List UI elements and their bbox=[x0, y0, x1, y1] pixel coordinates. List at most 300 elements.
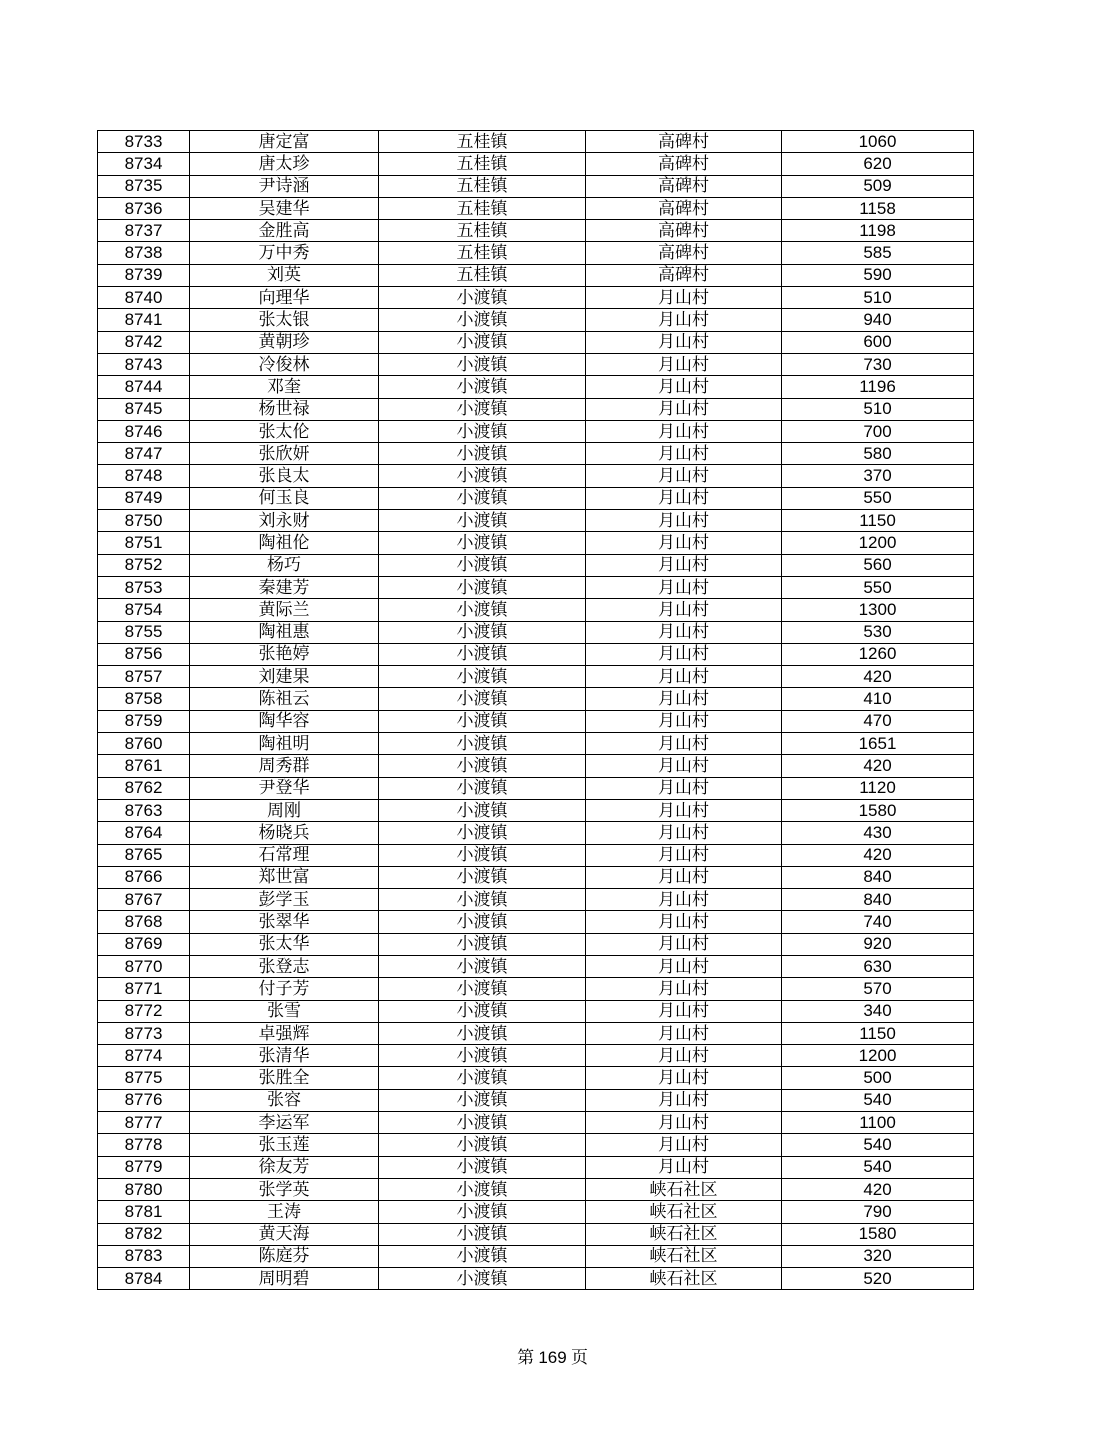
name-cell: 张太伦 bbox=[190, 420, 379, 442]
row-id-cell: 8739 bbox=[98, 264, 190, 286]
table-row bbox=[98, 1223, 974, 1245]
table-row bbox=[98, 376, 974, 398]
name-cell: 唐定富 bbox=[190, 131, 379, 153]
town-cell: 小渡镇 bbox=[379, 1089, 586, 1111]
town-cell: 小渡镇 bbox=[379, 1268, 586, 1290]
town-cell: 小渡镇 bbox=[379, 1067, 586, 1089]
town-cell: 小渡镇 bbox=[379, 1156, 586, 1178]
amount-cell: 1580 bbox=[782, 799, 974, 821]
name-cell: 张太华 bbox=[190, 933, 379, 955]
town-cell: 小渡镇 bbox=[379, 777, 586, 799]
name-cell: 陶祖惠 bbox=[190, 621, 379, 643]
name-cell: 杨晓兵 bbox=[190, 822, 379, 844]
table-row bbox=[98, 465, 974, 487]
town-cell: 五桂镇 bbox=[379, 175, 586, 197]
town-cell: 小渡镇 bbox=[379, 443, 586, 465]
amount-cell: 540 bbox=[782, 1089, 974, 1111]
village-cell: 月山村 bbox=[586, 443, 782, 465]
name-cell: 向理华 bbox=[190, 287, 379, 309]
name-cell: 张清华 bbox=[190, 1045, 379, 1067]
town-cell: 小渡镇 bbox=[379, 978, 586, 1000]
name-cell: 杨巧 bbox=[190, 554, 379, 576]
row-id-cell: 8763 bbox=[98, 799, 190, 821]
table-row bbox=[98, 309, 974, 331]
amount-cell: 585 bbox=[782, 242, 974, 264]
table-row bbox=[98, 688, 974, 710]
town-cell: 小渡镇 bbox=[379, 287, 586, 309]
village-cell: 高碑村 bbox=[586, 220, 782, 242]
town-cell: 小渡镇 bbox=[379, 1201, 586, 1223]
name-cell: 张良太 bbox=[190, 465, 379, 487]
amount-cell: 560 bbox=[782, 554, 974, 576]
row-id-cell: 8755 bbox=[98, 621, 190, 643]
row-id-cell: 8737 bbox=[98, 220, 190, 242]
town-cell: 小渡镇 bbox=[379, 1245, 586, 1267]
table-row bbox=[98, 242, 974, 264]
town-cell: 小渡镇 bbox=[379, 911, 586, 933]
amount-cell: 1200 bbox=[782, 532, 974, 554]
village-cell: 峡石社区 bbox=[586, 1223, 782, 1245]
amount-cell: 1300 bbox=[782, 599, 974, 621]
name-cell: 唐太珍 bbox=[190, 153, 379, 175]
village-cell: 月山村 bbox=[586, 621, 782, 643]
village-cell: 峡石社区 bbox=[586, 1245, 782, 1267]
name-cell: 冷俊林 bbox=[190, 353, 379, 375]
row-id-cell: 8764 bbox=[98, 822, 190, 844]
town-cell: 小渡镇 bbox=[379, 799, 586, 821]
name-cell: 周刚 bbox=[190, 799, 379, 821]
amount-cell: 580 bbox=[782, 443, 974, 465]
name-cell: 周明碧 bbox=[190, 1268, 379, 1290]
row-id-cell: 8782 bbox=[98, 1223, 190, 1245]
amount-cell: 530 bbox=[782, 621, 974, 643]
town-cell: 小渡镇 bbox=[379, 554, 586, 576]
town-cell: 小渡镇 bbox=[379, 889, 586, 911]
table-row bbox=[98, 777, 974, 799]
village-cell: 月山村 bbox=[586, 510, 782, 532]
amount-cell: 320 bbox=[782, 1245, 974, 1267]
village-cell: 峡石社区 bbox=[586, 1201, 782, 1223]
amount-cell: 550 bbox=[782, 576, 974, 598]
name-cell: 卓强辉 bbox=[190, 1022, 379, 1044]
amount-cell: 1200 bbox=[782, 1045, 974, 1067]
row-id-cell: 8748 bbox=[98, 465, 190, 487]
town-cell: 小渡镇 bbox=[379, 309, 586, 331]
village-cell: 月山村 bbox=[586, 331, 782, 353]
village-cell: 月山村 bbox=[586, 822, 782, 844]
name-cell: 陈祖云 bbox=[190, 688, 379, 710]
amount-cell: 540 bbox=[782, 1134, 974, 1156]
table-row bbox=[98, 643, 974, 665]
village-cell: 月山村 bbox=[586, 688, 782, 710]
village-cell: 月山村 bbox=[586, 487, 782, 509]
village-cell: 月山村 bbox=[586, 465, 782, 487]
table-row bbox=[98, 1268, 974, 1290]
row-id-cell: 8769 bbox=[98, 933, 190, 955]
name-cell: 刘永财 bbox=[190, 510, 379, 532]
name-cell: 黄朝珍 bbox=[190, 331, 379, 353]
table-row bbox=[98, 420, 974, 442]
town-cell: 五桂镇 bbox=[379, 153, 586, 175]
town-cell: 小渡镇 bbox=[379, 866, 586, 888]
town-cell: 小渡镇 bbox=[379, 1223, 586, 1245]
town-cell: 小渡镇 bbox=[379, 733, 586, 755]
town-cell: 五桂镇 bbox=[379, 242, 586, 264]
table-row bbox=[98, 1067, 974, 1089]
amount-cell: 510 bbox=[782, 287, 974, 309]
table-row bbox=[98, 1112, 974, 1134]
table-row bbox=[98, 1089, 974, 1111]
row-id-cell: 8767 bbox=[98, 889, 190, 911]
amount-cell: 500 bbox=[782, 1067, 974, 1089]
name-cell: 付子芳 bbox=[190, 978, 379, 1000]
row-id-cell: 8772 bbox=[98, 1000, 190, 1022]
village-cell: 月山村 bbox=[586, 309, 782, 331]
amount-cell: 730 bbox=[782, 353, 974, 375]
amount-cell: 1158 bbox=[782, 197, 974, 219]
amount-cell: 1580 bbox=[782, 1223, 974, 1245]
village-cell: 月山村 bbox=[586, 353, 782, 375]
table-row bbox=[98, 443, 974, 465]
page-footer bbox=[0, 1343, 1105, 1368]
town-cell: 小渡镇 bbox=[379, 933, 586, 955]
table-row bbox=[98, 510, 974, 532]
table-row bbox=[98, 1178, 974, 1200]
village-cell: 月山村 bbox=[586, 287, 782, 309]
page-footer-prefix: 第 bbox=[517, 1348, 535, 1368]
row-id-cell: 8736 bbox=[98, 197, 190, 219]
town-cell: 小渡镇 bbox=[379, 1178, 586, 1200]
amount-cell: 700 bbox=[782, 420, 974, 442]
village-cell: 月山村 bbox=[586, 532, 782, 554]
amount-cell: 1150 bbox=[782, 510, 974, 532]
amount-cell: 920 bbox=[782, 933, 974, 955]
village-cell: 月山村 bbox=[586, 1022, 782, 1044]
name-cell: 张翠华 bbox=[190, 911, 379, 933]
name-cell: 张玉莲 bbox=[190, 1134, 379, 1156]
town-cell: 小渡镇 bbox=[379, 643, 586, 665]
amount-cell: 430 bbox=[782, 822, 974, 844]
village-cell: 月山村 bbox=[586, 844, 782, 866]
row-id-cell: 8771 bbox=[98, 978, 190, 1000]
village-cell: 峡石社区 bbox=[586, 1268, 782, 1290]
name-cell: 石常理 bbox=[190, 844, 379, 866]
table-row bbox=[98, 599, 974, 621]
table-row bbox=[98, 131, 974, 153]
row-id-cell: 8734 bbox=[98, 153, 190, 175]
village-cell: 月山村 bbox=[586, 1000, 782, 1022]
name-cell: 杨世禄 bbox=[190, 398, 379, 420]
name-cell: 邓奎 bbox=[190, 376, 379, 398]
table-row bbox=[98, 866, 974, 888]
village-cell: 月山村 bbox=[586, 643, 782, 665]
town-cell: 小渡镇 bbox=[379, 666, 586, 688]
amount-cell: 509 bbox=[782, 175, 974, 197]
row-id-cell: 8738 bbox=[98, 242, 190, 264]
town-cell: 小渡镇 bbox=[379, 420, 586, 442]
town-cell: 小渡镇 bbox=[379, 576, 586, 598]
name-cell: 刘建果 bbox=[190, 666, 379, 688]
village-cell: 月山村 bbox=[586, 933, 782, 955]
village-cell: 月山村 bbox=[586, 1112, 782, 1134]
row-id-cell: 8773 bbox=[98, 1022, 190, 1044]
row-id-cell: 8776 bbox=[98, 1089, 190, 1111]
row-id-cell: 8742 bbox=[98, 331, 190, 353]
table-row bbox=[98, 353, 974, 375]
name-cell: 张艳婷 bbox=[190, 643, 379, 665]
name-cell: 尹诗涵 bbox=[190, 175, 379, 197]
town-cell: 小渡镇 bbox=[379, 1000, 586, 1022]
amount-cell: 620 bbox=[782, 153, 974, 175]
town-cell: 小渡镇 bbox=[379, 822, 586, 844]
amount-cell: 520 bbox=[782, 1268, 974, 1290]
village-cell: 月山村 bbox=[586, 599, 782, 621]
row-id-cell: 8745 bbox=[98, 398, 190, 420]
amount-cell: 1651 bbox=[782, 733, 974, 755]
town-cell: 小渡镇 bbox=[379, 755, 586, 777]
row-id-cell: 8783 bbox=[98, 1245, 190, 1267]
row-id-cell: 8746 bbox=[98, 420, 190, 442]
amount-cell: 420 bbox=[782, 755, 974, 777]
town-cell: 小渡镇 bbox=[379, 398, 586, 420]
amount-cell: 1100 bbox=[782, 1112, 974, 1134]
name-cell: 黄际兰 bbox=[190, 599, 379, 621]
amount-cell: 1198 bbox=[782, 220, 974, 242]
town-cell: 小渡镇 bbox=[379, 465, 586, 487]
row-id-cell: 8743 bbox=[98, 353, 190, 375]
name-cell: 陶华容 bbox=[190, 710, 379, 732]
row-id-cell: 8765 bbox=[98, 844, 190, 866]
amount-cell: 470 bbox=[782, 710, 974, 732]
name-cell: 万中秀 bbox=[190, 242, 379, 264]
amount-cell: 840 bbox=[782, 889, 974, 911]
village-cell: 月山村 bbox=[586, 866, 782, 888]
amount-cell: 550 bbox=[782, 487, 974, 509]
village-cell: 月山村 bbox=[586, 420, 782, 442]
row-id-cell: 8777 bbox=[98, 1112, 190, 1134]
village-cell: 月山村 bbox=[586, 777, 782, 799]
amount-cell: 1120 bbox=[782, 777, 974, 799]
table-row bbox=[98, 666, 974, 688]
table-row bbox=[98, 621, 974, 643]
table-row bbox=[98, 1134, 974, 1156]
row-id-cell: 8761 bbox=[98, 755, 190, 777]
amount-cell: 1150 bbox=[782, 1022, 974, 1044]
name-cell: 张登志 bbox=[190, 955, 379, 977]
town-cell: 五桂镇 bbox=[379, 197, 586, 219]
name-cell: 何玉良 bbox=[190, 487, 379, 509]
village-cell: 月山村 bbox=[586, 978, 782, 1000]
row-id-cell: 8735 bbox=[98, 175, 190, 197]
table-body bbox=[98, 131, 974, 1290]
village-cell: 月山村 bbox=[586, 955, 782, 977]
name-cell: 张太银 bbox=[190, 309, 379, 331]
amount-cell: 630 bbox=[782, 955, 974, 977]
table-row bbox=[98, 978, 974, 1000]
amount-cell: 600 bbox=[782, 331, 974, 353]
town-cell: 小渡镇 bbox=[379, 532, 586, 554]
table-row bbox=[98, 822, 974, 844]
row-id-cell: 8766 bbox=[98, 866, 190, 888]
table-row bbox=[98, 487, 974, 509]
row-id-cell: 8753 bbox=[98, 576, 190, 598]
table-row bbox=[98, 755, 974, 777]
table-row bbox=[98, 1201, 974, 1223]
village-cell: 月山村 bbox=[586, 799, 782, 821]
name-cell: 张欣妍 bbox=[190, 443, 379, 465]
village-cell: 高碑村 bbox=[586, 131, 782, 153]
row-id-cell: 8754 bbox=[98, 599, 190, 621]
amount-cell: 590 bbox=[782, 264, 974, 286]
town-cell: 小渡镇 bbox=[379, 1112, 586, 1134]
name-cell: 王涛 bbox=[190, 1201, 379, 1223]
table-row bbox=[98, 733, 974, 755]
row-id-cell: 8775 bbox=[98, 1067, 190, 1089]
village-cell: 月山村 bbox=[586, 554, 782, 576]
row-id-cell: 8768 bbox=[98, 911, 190, 933]
name-cell: 黄天海 bbox=[190, 1223, 379, 1245]
table-row bbox=[98, 287, 974, 309]
village-cell: 月山村 bbox=[586, 1156, 782, 1178]
table-row bbox=[98, 889, 974, 911]
town-cell: 小渡镇 bbox=[379, 510, 586, 532]
town-cell: 小渡镇 bbox=[379, 621, 586, 643]
town-cell: 五桂镇 bbox=[379, 220, 586, 242]
village-cell: 月山村 bbox=[586, 376, 782, 398]
village-cell: 高碑村 bbox=[586, 175, 782, 197]
amount-cell: 740 bbox=[782, 911, 974, 933]
table-row bbox=[98, 331, 974, 353]
village-cell: 月山村 bbox=[586, 710, 782, 732]
name-cell: 周秀群 bbox=[190, 755, 379, 777]
town-cell: 小渡镇 bbox=[379, 1045, 586, 1067]
row-id-cell: 8781 bbox=[98, 1201, 190, 1223]
table-row bbox=[98, 398, 974, 420]
village-cell: 高碑村 bbox=[586, 197, 782, 219]
amount-cell: 570 bbox=[782, 978, 974, 1000]
table-row bbox=[98, 1022, 974, 1044]
row-id-cell: 8750 bbox=[98, 510, 190, 532]
amount-cell: 510 bbox=[782, 398, 974, 420]
town-cell: 小渡镇 bbox=[379, 1134, 586, 1156]
row-id-cell: 8751 bbox=[98, 532, 190, 554]
table-row bbox=[98, 1245, 974, 1267]
row-id-cell: 8778 bbox=[98, 1134, 190, 1156]
village-cell: 月山村 bbox=[586, 1045, 782, 1067]
name-cell: 张容 bbox=[190, 1089, 379, 1111]
town-cell: 小渡镇 bbox=[379, 376, 586, 398]
village-cell: 月山村 bbox=[586, 889, 782, 911]
village-cell: 高碑村 bbox=[586, 264, 782, 286]
name-cell: 张胜全 bbox=[190, 1067, 379, 1089]
row-id-cell: 8774 bbox=[98, 1045, 190, 1067]
table-row bbox=[98, 1156, 974, 1178]
row-id-cell: 8779 bbox=[98, 1156, 190, 1178]
data-table bbox=[97, 130, 974, 1290]
town-cell: 小渡镇 bbox=[379, 955, 586, 977]
village-cell: 月山村 bbox=[586, 911, 782, 933]
village-cell: 月山村 bbox=[586, 1134, 782, 1156]
row-id-cell: 8749 bbox=[98, 487, 190, 509]
amount-cell: 940 bbox=[782, 309, 974, 331]
table-row bbox=[98, 710, 974, 732]
row-id-cell: 8757 bbox=[98, 666, 190, 688]
name-cell: 徐友芳 bbox=[190, 1156, 379, 1178]
town-cell: 小渡镇 bbox=[379, 331, 586, 353]
town-cell: 小渡镇 bbox=[379, 710, 586, 732]
village-cell: 峡石社区 bbox=[586, 1178, 782, 1200]
name-cell: 尹登华 bbox=[190, 777, 379, 799]
page-footer-suffix: 页 bbox=[570, 1348, 588, 1368]
village-cell: 高碑村 bbox=[586, 153, 782, 175]
table-row bbox=[98, 554, 974, 576]
page-number: 169 bbox=[538, 1348, 567, 1367]
name-cell: 张雪 bbox=[190, 1000, 379, 1022]
village-cell: 月山村 bbox=[586, 1067, 782, 1089]
row-id-cell: 8740 bbox=[98, 287, 190, 309]
name-cell: 张学英 bbox=[190, 1178, 379, 1200]
name-cell: 李运军 bbox=[190, 1112, 379, 1134]
town-cell: 小渡镇 bbox=[379, 353, 586, 375]
town-cell: 小渡镇 bbox=[379, 599, 586, 621]
name-cell: 刘英 bbox=[190, 264, 379, 286]
village-cell: 月山村 bbox=[586, 1089, 782, 1111]
town-cell: 小渡镇 bbox=[379, 487, 586, 509]
town-cell: 小渡镇 bbox=[379, 688, 586, 710]
amount-cell: 420 bbox=[782, 666, 974, 688]
name-cell: 彭学玉 bbox=[190, 889, 379, 911]
row-id-cell: 8741 bbox=[98, 309, 190, 331]
table-row bbox=[98, 955, 974, 977]
table-row bbox=[98, 264, 974, 286]
row-id-cell: 8758 bbox=[98, 688, 190, 710]
table-row bbox=[98, 153, 974, 175]
amount-cell: 420 bbox=[782, 1178, 974, 1200]
table-row bbox=[98, 1000, 974, 1022]
amount-cell: 340 bbox=[782, 1000, 974, 1022]
table-row bbox=[98, 220, 974, 242]
village-cell: 高碑村 bbox=[586, 242, 782, 264]
table-row bbox=[98, 799, 974, 821]
row-id-cell: 8784 bbox=[98, 1268, 190, 1290]
amount-cell: 1196 bbox=[782, 376, 974, 398]
table-row bbox=[98, 576, 974, 598]
name-cell: 郑世富 bbox=[190, 866, 379, 888]
data-table-container bbox=[97, 130, 973, 1290]
table-row bbox=[98, 933, 974, 955]
village-cell: 月山村 bbox=[586, 576, 782, 598]
name-cell: 秦建芳 bbox=[190, 576, 379, 598]
row-id-cell: 8756 bbox=[98, 643, 190, 665]
table-row bbox=[98, 911, 974, 933]
row-id-cell: 8759 bbox=[98, 710, 190, 732]
name-cell: 吴建华 bbox=[190, 197, 379, 219]
town-cell: 五桂镇 bbox=[379, 264, 586, 286]
village-cell: 月山村 bbox=[586, 666, 782, 688]
amount-cell: 370 bbox=[782, 465, 974, 487]
village-cell: 月山村 bbox=[586, 755, 782, 777]
row-id-cell: 8733 bbox=[98, 131, 190, 153]
amount-cell: 410 bbox=[782, 688, 974, 710]
name-cell: 陈庭芬 bbox=[190, 1245, 379, 1267]
amount-cell: 1060 bbox=[782, 131, 974, 153]
amount-cell: 790 bbox=[782, 1201, 974, 1223]
row-id-cell: 8760 bbox=[98, 733, 190, 755]
amount-cell: 840 bbox=[782, 866, 974, 888]
row-id-cell: 8752 bbox=[98, 554, 190, 576]
table-row bbox=[98, 197, 974, 219]
name-cell: 陶祖明 bbox=[190, 733, 379, 755]
